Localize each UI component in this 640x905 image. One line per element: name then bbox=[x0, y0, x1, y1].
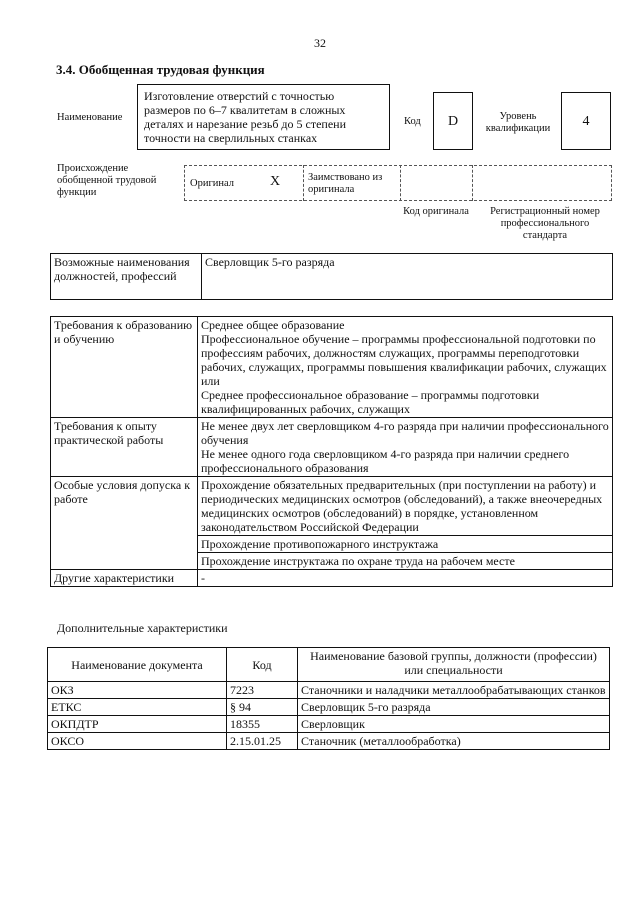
header-cell: Наименование базовой группы, должности (профессии) или специальности bbox=[298, 648, 610, 682]
conditions-row: Прохождение инструктажа по охране труда на рабочем месте bbox=[198, 553, 613, 570]
doc-cell: ЕТКС bbox=[48, 699, 227, 716]
experience-line: Не менее одного года сверловщиком 4-го разряда при наличии среднего профессионального образования bbox=[201, 447, 570, 475]
positions-label: Возможные наименования должностей, профессий bbox=[51, 254, 202, 300]
level-label: Уровень квалификации bbox=[485, 111, 551, 134]
code-label: Код bbox=[404, 116, 421, 127]
borrowed-label: Заимствовано из оригинала bbox=[308, 172, 383, 195]
other-value: - bbox=[198, 570, 613, 587]
other-label: Другие характеристики bbox=[51, 570, 198, 587]
group-cell: Сверловщик bbox=[298, 716, 610, 733]
table-row bbox=[48, 699, 610, 716]
origin-divider bbox=[303, 165, 305, 201]
code-cell: § 94 bbox=[227, 699, 298, 716]
education-label: Требования к образованию и обучению bbox=[51, 317, 198, 418]
level-value: 4 bbox=[561, 92, 611, 150]
education-value bbox=[198, 317, 613, 418]
conditions-row: Прохождение обязательных предварительных (при поступлении на работу) и периодических медицинских осмотров (обследований), а также внеочередных медицинских осмотров (обследований) в порядке, установленном законодательством Российской Федерации bbox=[198, 477, 613, 536]
origin-divider bbox=[400, 165, 402, 201]
group-cell: Сверловщик 5-го разряда bbox=[298, 699, 610, 716]
experience-label: Требования к опыту практической работы bbox=[51, 418, 198, 477]
table-row bbox=[48, 682, 610, 699]
code-cell: 2.15.01.25 bbox=[227, 733, 298, 750]
group-cell: Станочники и наладчики металлообрабатывающих станков bbox=[298, 682, 610, 699]
education-line: Среднее профессиональное образование – программы подготовки квалифицированных рабочих, служащих bbox=[201, 388, 540, 416]
conditions-label: Особые условия допуска к работе bbox=[51, 477, 198, 570]
code-original-caption: Код оригинала bbox=[403, 206, 469, 217]
education-line: или bbox=[201, 374, 220, 388]
table-row bbox=[48, 733, 610, 750]
requirements-table bbox=[50, 316, 613, 587]
section-title: 3.4. Обобщенная трудовая функция bbox=[56, 62, 265, 77]
doc-cell: ОКПДТР bbox=[48, 716, 227, 733]
name-label: Наименование bbox=[57, 112, 123, 123]
conditions-row: Прохождение противопожарного инструктажа bbox=[198, 536, 613, 553]
education-line: Среднее общее образование bbox=[201, 318, 345, 332]
code-cell: 7223 bbox=[227, 682, 298, 699]
table-row bbox=[48, 716, 610, 733]
reg-number-caption: Регистрационный номер профессионального стандарта bbox=[490, 206, 600, 241]
origin-label: Происхождение обобщенной трудовой функции bbox=[57, 163, 157, 198]
group-cell: Станочник (металлообработка) bbox=[298, 733, 610, 750]
origin-frame bbox=[184, 165, 612, 201]
additional-title: Дополнительные характеристики bbox=[57, 621, 228, 635]
header-cell: Код bbox=[227, 648, 298, 682]
original-mark: X bbox=[270, 174, 281, 189]
positions-table bbox=[50, 253, 613, 300]
code-value: D bbox=[433, 92, 473, 150]
original-label: Оригинал bbox=[190, 178, 234, 189]
page-number: 32 bbox=[314, 36, 326, 50]
education-line: Профессиональное обучение – программы профессиональной подготовки по профессиям рабочих, должностям служащих, программы переподготовки рабочих, служащих, программы повышения квалификации рабочих, служащих bbox=[201, 332, 607, 374]
experience-value bbox=[198, 418, 613, 477]
name-value: Изготовление отверстий с точностью размеров по 6–7 квалитетам в сложных деталях и нарезание резьб до 5 степени точности на сверлильных станках bbox=[137, 84, 390, 150]
experience-line: Не менее двух лет сверловщиком 4-го разряда при наличии профессионального обучения bbox=[201, 419, 609, 447]
doc-cell: ОКСО bbox=[48, 733, 227, 750]
header-cell: Наименование документа bbox=[48, 648, 227, 682]
code-cell: 18355 bbox=[227, 716, 298, 733]
positions-value: Сверловщик 5-го разряда bbox=[202, 254, 613, 300]
doc-cell: ОКЗ bbox=[48, 682, 227, 699]
origin-divider bbox=[472, 165, 474, 201]
additional-table bbox=[47, 647, 610, 750]
